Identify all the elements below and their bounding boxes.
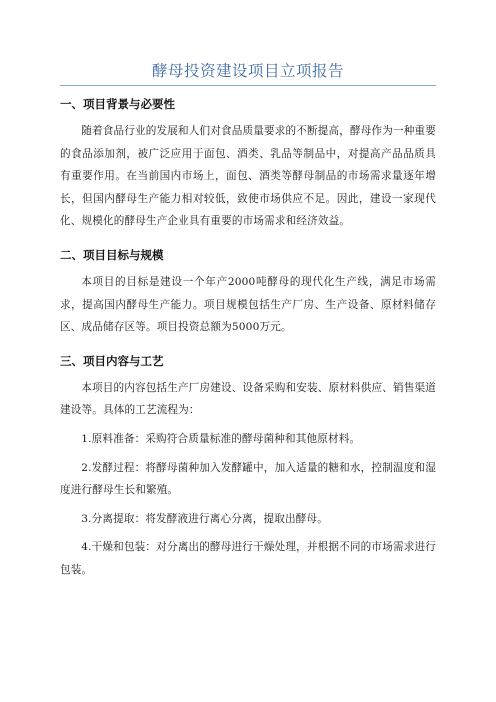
section-background xyxy=(60,96,436,233)
document-title: 酵母投资建设项目立项报告 xyxy=(151,62,344,80)
section-heading: 一、项目背景与必要性 xyxy=(60,97,175,111)
paragraph: 随着食品行业的发展和人们对食品质量要求的不断提高，酵母作为一种重要的食品添加剂，被广泛应用于面包、酒类、乳品等制品中，对提高产品品质具有重要作用。在当前国内市场上，面包、酒类等酵母制品的市场需求量逐年增长，但国内酵母生产能力相对较低，致使市场供应不足。因此，建设一家现代化、规模化的酵母生产企业具有重要的市场需求和经济效益。 xyxy=(60,125,436,228)
title-underline xyxy=(60,85,436,86)
section-process xyxy=(60,353,436,582)
section-heading: 二、项目目标与规模 xyxy=(60,247,164,262)
process-step: 2.发酵过程：将酵母菌种加入发酵罐中，加入适量的糖和水，控制温度和湿度进行酵母生长和繁殖。 xyxy=(60,461,436,497)
section-goals xyxy=(60,247,436,339)
process-step: 1.原料准备：采购符合质量标准的酵母菌种和其他原材料。 xyxy=(81,432,361,445)
document-body xyxy=(60,96,436,582)
section-heading: 三、项目内容与工艺 xyxy=(60,353,164,368)
paragraph: 本项目的目标是建设一个年产2000吨酵母的现代化生产线，满足市场需求，提高国内酵母生产能力。项目规模包括生产厂房、生产设备、原材料储存区、成品储存区等。项目投资总额为5000万元。 xyxy=(60,275,436,334)
process-step: 4.干燥和包装：对分离出的酵母进行干燥处理，并根据不同的市场需求进行包装。 xyxy=(60,541,436,576)
process-step: 3.分离提取：将发酵液进行离心分离，提取出酵母。 xyxy=(81,512,328,525)
paragraph: 本项目的内容包括生产厂房建设、设备采购和安装、原材料供应、销售渠道建设等。具体的工艺流程为： xyxy=(60,381,436,417)
